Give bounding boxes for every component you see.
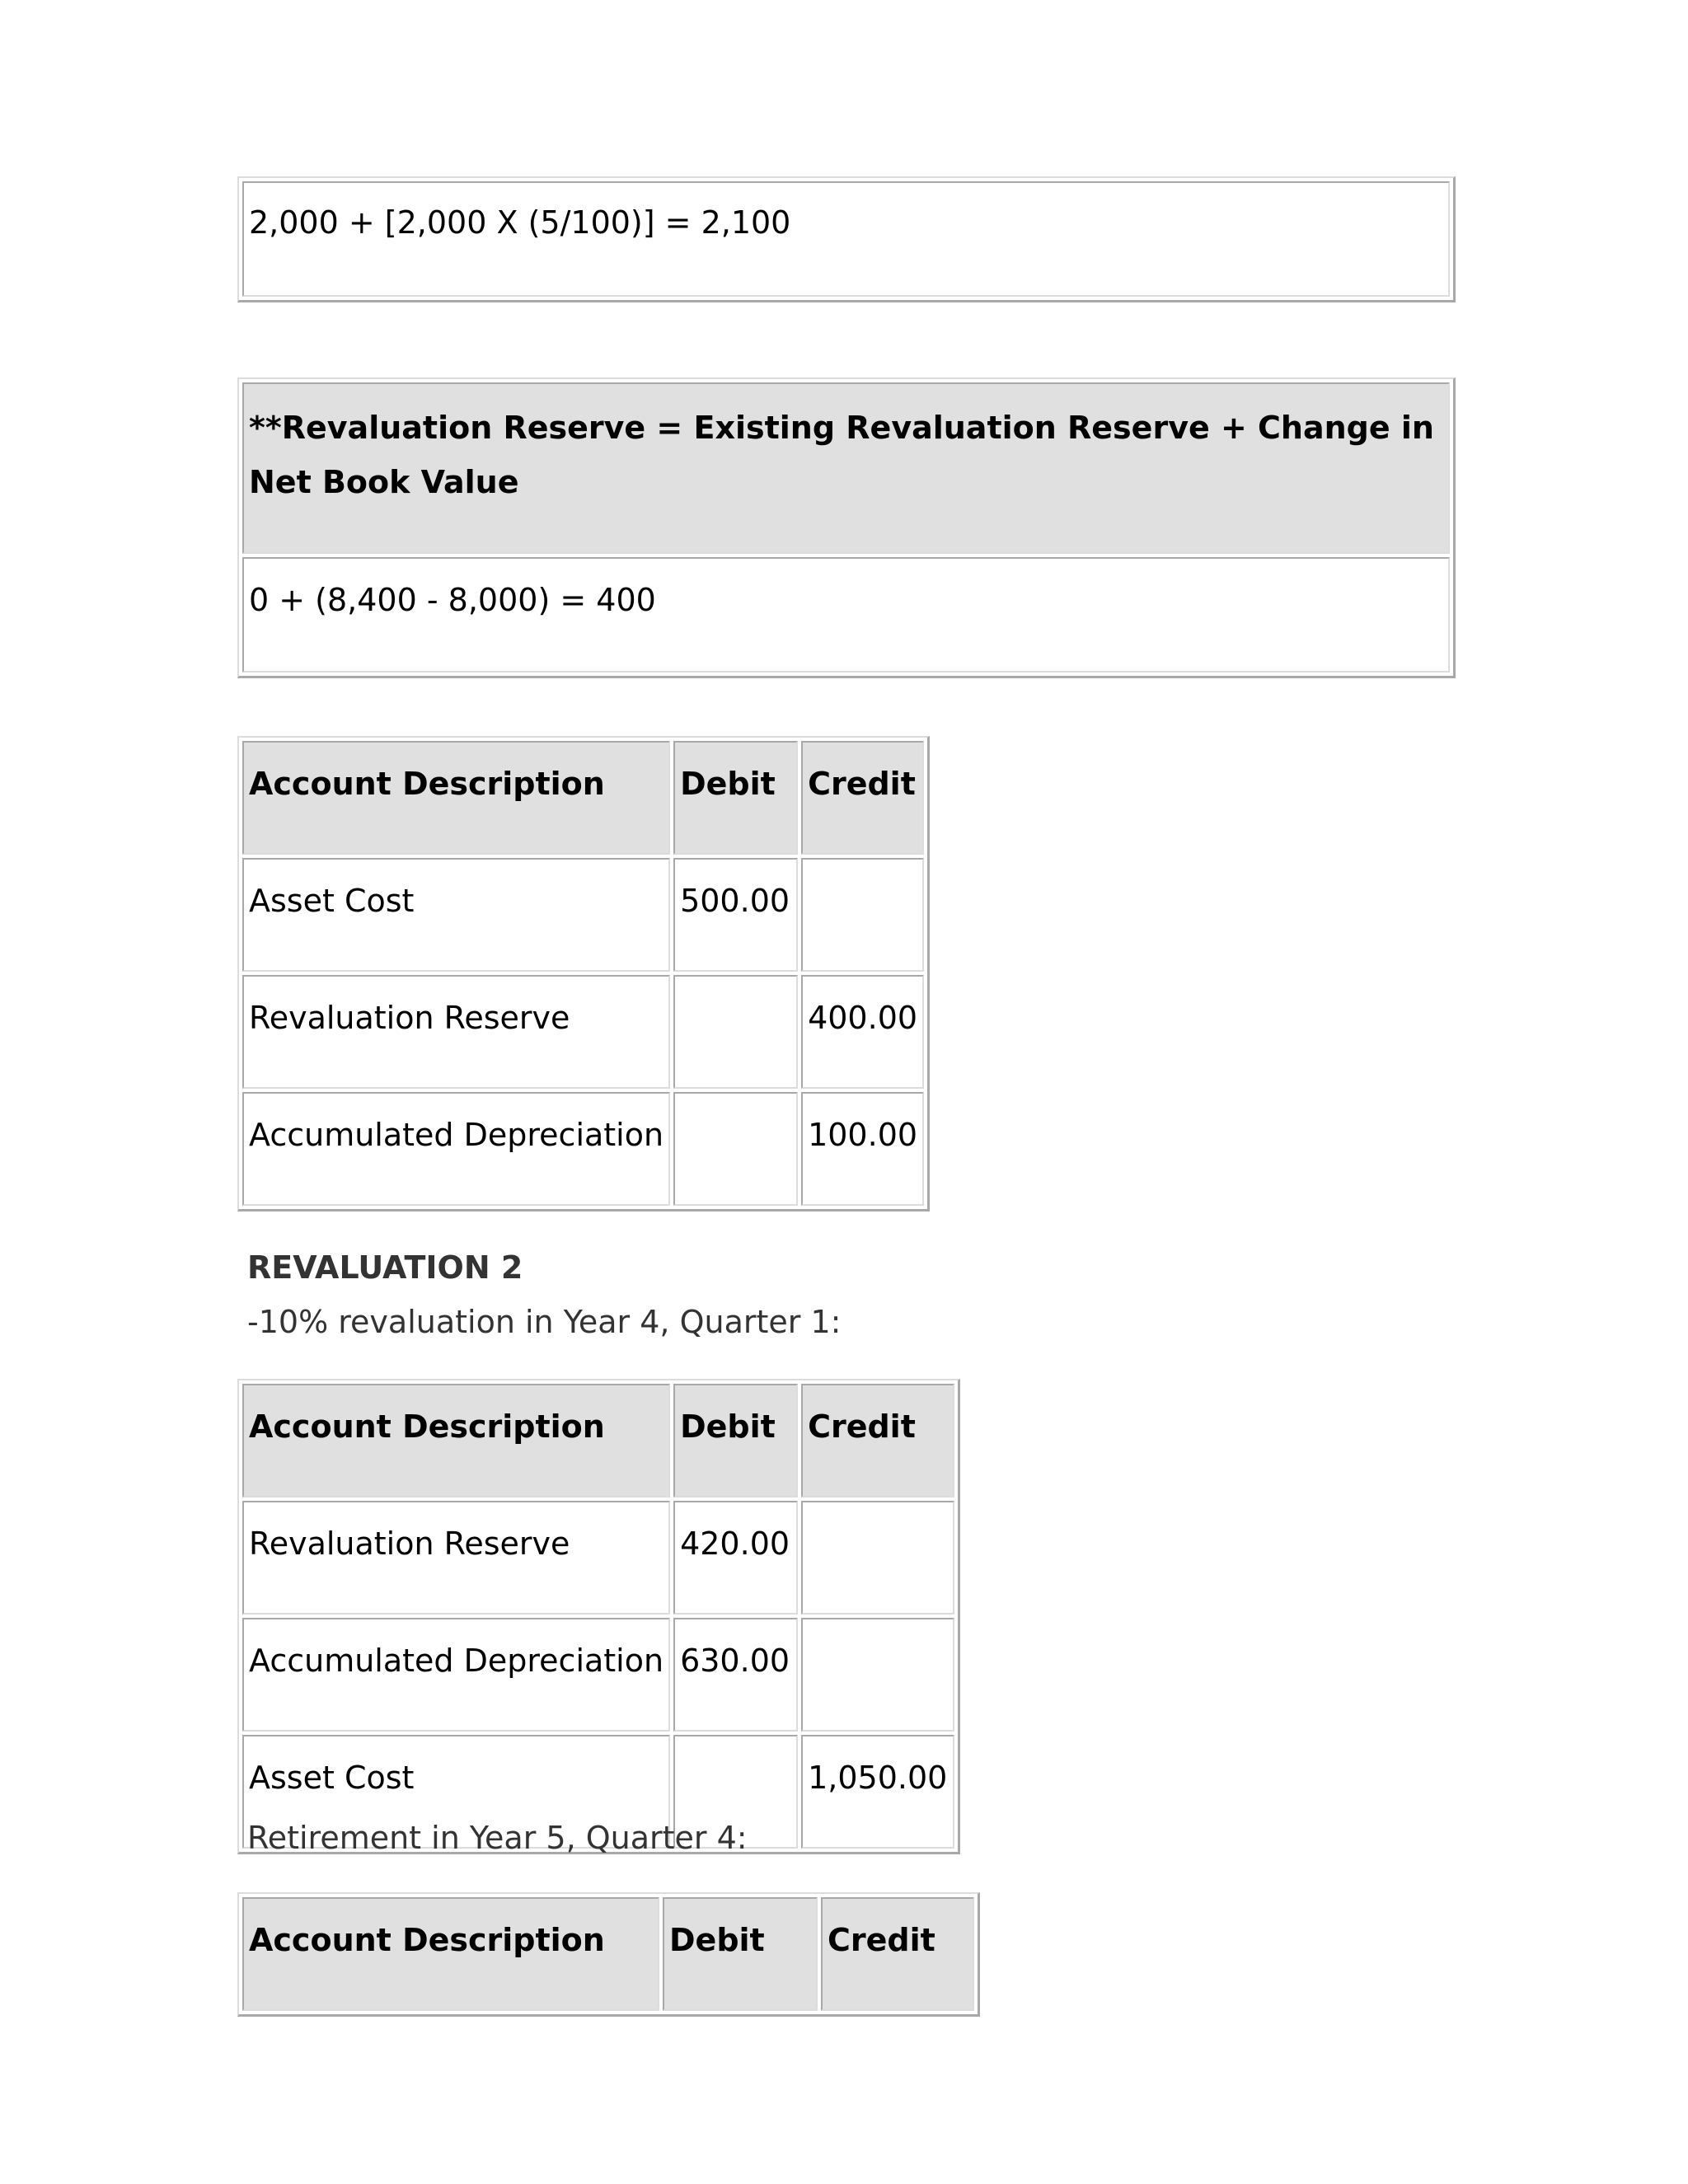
- section-heading-revaluation-2: REVALUATION 2: [247, 1249, 523, 1286]
- table-row: [242, 975, 924, 1089]
- journal-table-3: [237, 1892, 980, 2017]
- cell-debit: 420.00: [673, 1501, 798, 1615]
- table-row: [242, 1092, 924, 1206]
- column-header-account-description: Account Description: [242, 1897, 659, 2011]
- column-header-account-description: Account Description: [242, 741, 670, 855]
- table-row: [242, 1618, 954, 1732]
- revaluation-2-intro: -10% revaluation in Year 4, Quarter 1:: [247, 1304, 842, 1340]
- table-row: [242, 1501, 954, 1615]
- cell-credit: [801, 858, 924, 972]
- cell-credit: 100.00: [801, 1092, 924, 1206]
- cell-debit: 630.00: [673, 1618, 798, 1732]
- cell-description: Revaluation Reserve: [242, 1501, 670, 1615]
- column-header-debit: Debit: [663, 1897, 818, 2011]
- formula-2-value: 0 + (8,400 - 8,000) = 400: [242, 557, 1450, 673]
- formula-table-1: [237, 176, 1456, 302]
- cell-description: Accumulated Depreciation: [242, 1092, 670, 1206]
- table-header-row: [242, 1897, 974, 2011]
- column-header-credit: Credit: [801, 1384, 954, 1497]
- table-row: [242, 858, 924, 972]
- retirement-intro: Retirement in Year 5, Quarter 4:: [247, 1820, 748, 1856]
- cell-credit: [801, 1501, 954, 1615]
- journal-table-2: [237, 1379, 960, 1854]
- column-header-credit: Credit: [801, 741, 924, 855]
- formula-2-header: **Revaluation Reserve = Existing Revaluation Reserve + Change in Net Book Value: [242, 382, 1450, 554]
- cell-debit: [673, 1092, 798, 1206]
- cell-debit: 500.00: [673, 858, 798, 972]
- cell-credit: [801, 1618, 954, 1732]
- table-header-row: [242, 741, 924, 855]
- table-header-row: [242, 1384, 954, 1497]
- column-header-debit: Debit: [673, 1384, 798, 1497]
- column-header-credit: Credit: [821, 1897, 974, 2011]
- cell-description: Asset Cost: [242, 858, 670, 972]
- formula-table-2: [237, 377, 1456, 678]
- column-header-debit: Debit: [673, 741, 798, 855]
- cell-debit: [673, 975, 798, 1089]
- column-header-account-description: Account Description: [242, 1384, 670, 1497]
- formula-1-cell: 2,000 + [2,000 X (5/100)] = 2,100: [242, 181, 1450, 297]
- cell-description: Revaluation Reserve: [242, 975, 670, 1089]
- journal-table-1: [237, 736, 930, 1212]
- cell-credit: 400.00: [801, 975, 924, 1089]
- cell-description: Accumulated Depreciation: [242, 1618, 670, 1732]
- cell-description: Asset Cost: [242, 1735, 670, 1849]
- cell-credit: 1,050.00: [801, 1735, 954, 1849]
